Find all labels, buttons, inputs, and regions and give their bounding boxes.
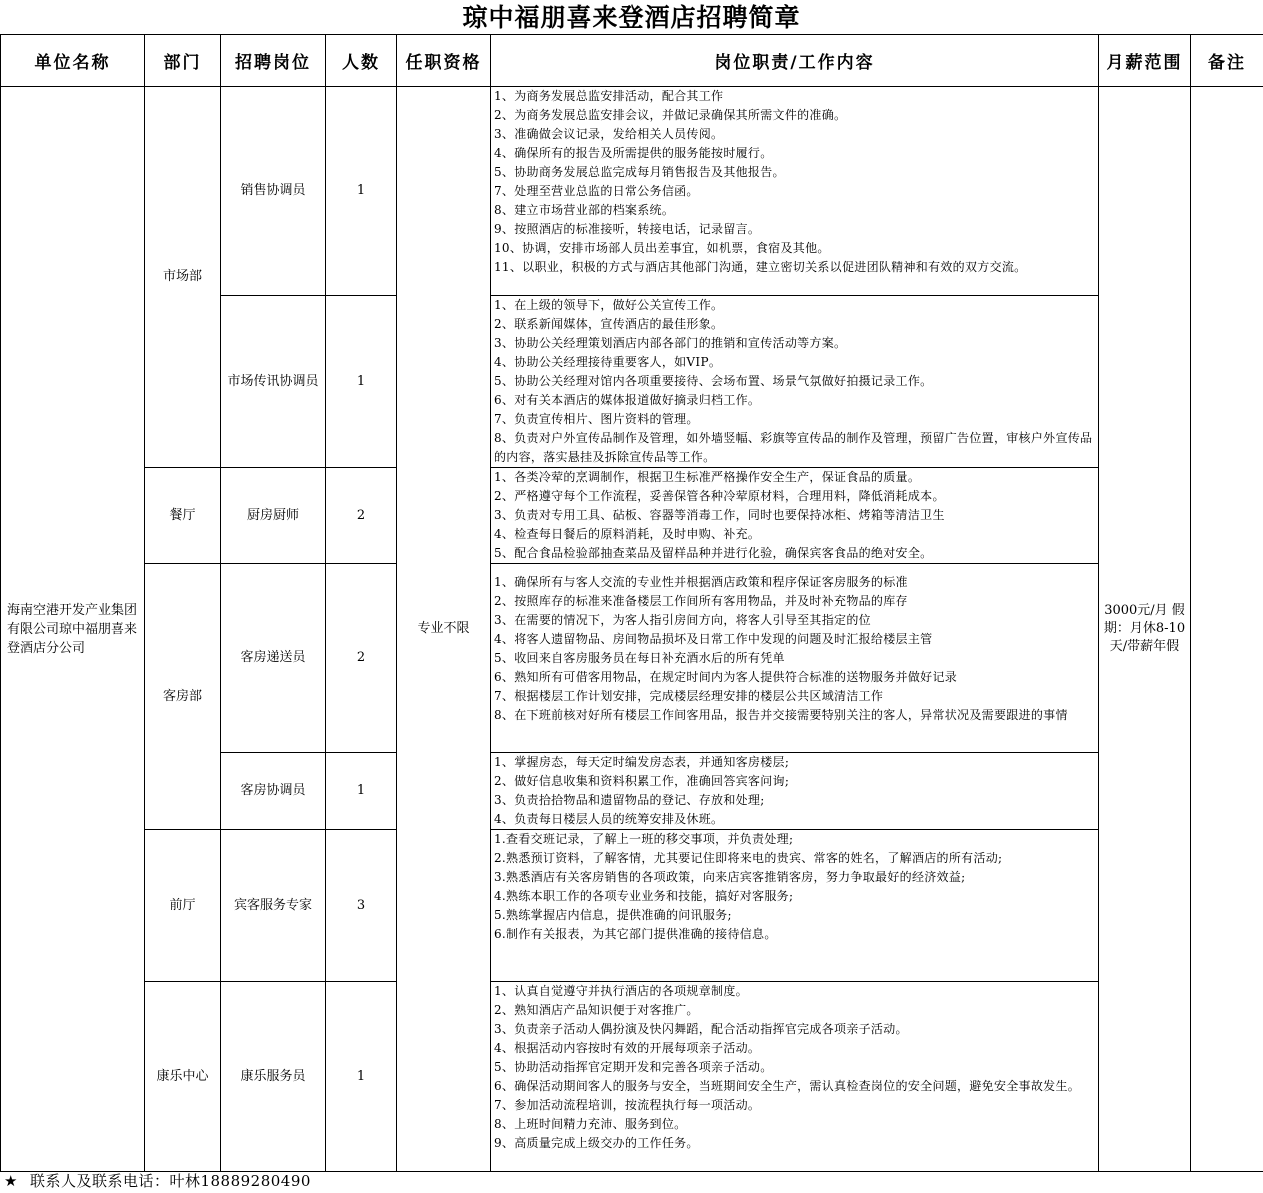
position-count: 2: [326, 468, 397, 564]
position-name: 客房递送员: [221, 564, 326, 753]
duty-item: 4、将客人遗留物品、房间物品损坏及日常工作中发现的问题及时汇报给楼层主管: [494, 632, 933, 646]
position-name: 康乐服务员: [221, 982, 326, 1172]
duty-item: 4、确保所有的报告及所需提供的服务能按时履行。: [494, 146, 773, 160]
duty-item: 4、负责每日楼层人员的统筹安排及休班。: [494, 812, 724, 826]
duty-item: 8、建立市场营业部的档案系统。: [494, 203, 675, 217]
duty-item: 7、处理至营业总监的日常公务信函。: [494, 184, 699, 198]
duty-item: 5、协助活动指挥官定期开发和完善各项亲子活动。: [494, 1060, 773, 1074]
recruitment-table: [0, 34, 1263, 1172]
contact-text: 联系人及联系电话：叶林18889280490: [29, 1172, 311, 1190]
duty-item: 4、根据活动内容按时有效的开展每项亲子活动。: [494, 1041, 761, 1055]
salary: 3000元/月 假期：月休8-10天/带薪年假: [1099, 87, 1191, 1172]
duty-item: 2、为商务发展总监安排会议，并做记录确保其所需文件的准确。: [494, 108, 847, 122]
duty-item: 6、对有关本酒店的媒体报道做好摘录归档工作。: [494, 393, 761, 407]
page-title: 琼中福朋喜来登酒店招聘简章: [462, 3, 801, 32]
duty-item: 2、做好信息收集和资料积累工作，准确回答宾客问询;: [494, 774, 790, 788]
duty-item: 6.制作有关报表，为其它部门提供准确的接待信息。: [494, 927, 777, 941]
duties-cell: [491, 830, 1099, 982]
duty-item: 9、高质量完成上级交办的工作任务。: [494, 1136, 699, 1150]
table-row: [1, 468, 1263, 564]
department-housekeeping: 客房部: [145, 564, 221, 830]
duty-item: 1.查看交班记录，了解上一班的移交事项，并负责处理;: [494, 832, 794, 846]
position-count: 2: [326, 564, 397, 753]
duties-cell: [491, 753, 1099, 830]
duty-item: 3、准确做会议记录，发给相关人员传阅。: [494, 127, 724, 141]
duty-item: 5、配合食品检验部抽查菜品及留样品种并进行化验，确保宾客食品的绝对安全。: [494, 546, 933, 560]
duty-item: 4、检查每日餐后的原料消耗，及时申购、补充。: [494, 527, 761, 541]
duty-item: 8、上班时间精力充沛、服务到位。: [494, 1117, 687, 1131]
qualification: 专业不限: [397, 87, 491, 1172]
header-qualification: 任职资格: [397, 35, 491, 87]
duty-item: 1、在上级的领导下，做好公关宣传工作。: [494, 298, 724, 312]
duty-item: 2.熟悉预订资料，了解客情，尤其要记住即将来电的贵宾、常客的姓名，了解酒店的所有活动;: [494, 851, 1003, 865]
table-row: [1, 982, 1263, 1172]
position-name: 客房协调员: [221, 753, 326, 830]
duty-item: 1、各类冷荤的烹调制作，根据卫生标准严格操作安全生产，保证食品的质量。: [494, 470, 921, 484]
duty-item: 3、负责拾拾物品和遗留物品的登记、存放和处理;: [494, 793, 765, 807]
header-salary: 月薪范围: [1099, 35, 1191, 87]
duty-item: 9、按照酒店的标准接听，转接电话，记录留言。: [494, 222, 761, 236]
duty-item: 11、以职业，积极的方式与酒店其他部门沟通，建立密切关系以促进团队精神和有效的双方交流。: [494, 260, 1027, 274]
header-duties: 岗位职责/工作内容: [491, 35, 1099, 87]
duties-cell: [491, 87, 1099, 296]
department-frontdesk: 前厅: [145, 830, 221, 982]
duty-item: 2、按照库存的标准来准备楼层工作间所有客用物品，并及时补充物品的库存: [494, 594, 908, 608]
position-name: 市场传讯协调员: [221, 296, 326, 468]
position-name: 宾客服务专家: [221, 830, 326, 982]
star-icon: ★: [4, 1172, 18, 1190]
department-restaurant: 餐厅: [145, 468, 221, 564]
duties-cell: [491, 468, 1099, 564]
header-company: 单位名称: [1, 35, 145, 87]
table-row: [1, 830, 1263, 982]
duty-item: 5、协助公关经理对馆内各项重要接待、会场布置、场景气氛做好拍摄记录工作。: [494, 374, 933, 388]
duties-cell: [491, 564, 1099, 753]
position-count: 1: [326, 753, 397, 830]
position-count: 1: [326, 296, 397, 468]
header-department: 部门: [145, 35, 221, 87]
department-market: 市场部: [145, 87, 221, 468]
duty-item: 7、参加活动流程培训，按流程执行每一项活动。: [494, 1098, 761, 1112]
duty-item: 1、认真自觉遵守并执行酒店的各项规章制度。: [494, 984, 748, 998]
duty-item: 3、在需要的情况下，为客人指引房间方向，将客人引导至其指定的位: [494, 613, 871, 627]
remarks: [1191, 87, 1263, 1172]
position-name: 厨房厨师: [221, 468, 326, 564]
position-count: 1: [326, 982, 397, 1172]
duty-item: 2、联系新闻媒体，宣传酒店的最佳形象。: [494, 317, 724, 331]
duty-item: 1、为商务发展总监安排活动，配合其工作: [494, 89, 724, 103]
duty-item: 6、熟知所有可借客用物品，在规定时间内为客人提供符合标准的送物服务并做好记录: [494, 670, 958, 684]
table-row: [1, 87, 1263, 296]
duty-item: 1、掌握房态，每天定时编发房态表，并通知客房楼层;: [494, 755, 790, 769]
contact-footer: [4, 1170, 311, 1192]
duty-item: 5.熟练掌握店内信息，提供准确的问讯服务;: [494, 908, 732, 922]
duty-item: 8、负责对户外宣传品制作及管理，如外墙竖幅、彩旗等宣传品的制作及管理，预留广告位置，审核户外宣传品的内容，落实悬挂及拆除宣传品等工作。: [494, 431, 1093, 464]
header-remarks: 备注: [1191, 35, 1263, 87]
duty-item: 3.熟悉酒店有关客房销售的各项政策，向来店宾客推销客房，努力争取最好的经济效益;: [494, 870, 966, 884]
duty-item: 1、确保所有与客人交流的专业性并根据酒店政策和程序保证客房服务的标准: [494, 575, 908, 589]
department-recreation: 康乐中心: [145, 982, 221, 1172]
duty-item: 2、严格遵守每个工作流程，妥善保管各种冷荤原材料，合理用料，降低消耗成本。: [494, 489, 945, 503]
duty-item: 3、负责亲子活动人偶扮演及快闪舞蹈，配合活动指挥官完成各项亲子活动。: [494, 1022, 908, 1036]
position-name: 销售协调员: [221, 87, 326, 296]
duty-item: 5、收回来自客房服务员在每日补充酒水后的所有凭单: [494, 651, 785, 665]
duty-item: 6、确保活动期间客人的服务与安全，当班期间安全生产，需认真检查岗位的安全问题，避免安全事故发生。: [494, 1079, 1081, 1093]
company-name: 海南空港开发产业集团有限公司琼中福朋喜来登酒店分公司: [1, 87, 145, 1172]
header-position: 招聘岗位: [221, 35, 326, 87]
duty-item: 7、根据楼层工作计划安排，完成楼层经理安排的楼层公共区域清洁工作: [494, 689, 884, 703]
position-count: 3: [326, 830, 397, 982]
duty-item: 3、协助公关经理策划酒店内部各部门的推销和宣传活动等方案。: [494, 336, 847, 350]
header-row: [1, 35, 1263, 87]
header-count: 人数: [326, 35, 397, 87]
duty-item: 3、负责对专用工具、砧板、容器等消毒工作，同时也要保持冰柜、烤箱等清洁卫生: [494, 508, 945, 522]
duty-item: 8、在下班前核对好所有楼层工作间客用品，报告并交接需要特别关注的客人，异常状况及需要跟进的事情: [494, 708, 1068, 722]
duties-cell: [491, 982, 1099, 1172]
duty-item: 2、熟知酒店产品知识便于对客推广。: [494, 1003, 699, 1017]
table-row: [1, 564, 1263, 753]
duties-cell: [491, 296, 1099, 468]
duty-item: 4、协助公关经理接待重要客人，如VIP。: [494, 355, 722, 369]
duty-item: 7、负责宣传相片、图片资料的管理。: [494, 412, 699, 426]
duty-item: 5、协助商务发展总监完成每月销售报告及其他报告。: [494, 165, 785, 179]
duty-item: 4.熟练本职工作的各项专业业务和技能，搞好对客服务;: [494, 889, 794, 903]
position-count: 1: [326, 87, 397, 296]
duty-item: 10、协调，安排市场部人员出差事宜，如机票，食宿及其他。: [494, 241, 830, 255]
